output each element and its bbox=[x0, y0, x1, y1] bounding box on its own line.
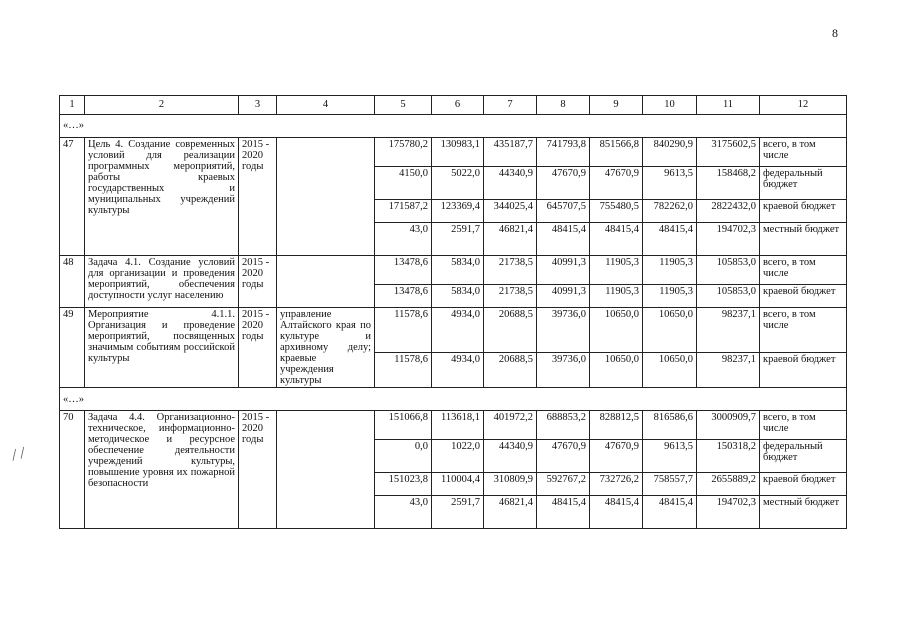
header-cell: 3 bbox=[239, 96, 277, 115]
value-cell: 755480,5 bbox=[590, 200, 643, 223]
value-cell: 11905,3 bbox=[590, 256, 643, 285]
value-cell: 10650,0 bbox=[590, 308, 643, 353]
value-cell: 310809,9 bbox=[484, 473, 537, 496]
header-cell: 5 bbox=[375, 96, 432, 115]
funding-source: краевой бюджет bbox=[760, 352, 847, 387]
value-cell: 20688,5 bbox=[484, 352, 537, 387]
margin-handwriting: / / bbox=[9, 444, 27, 465]
row-description: Цель 4. Создание современных условий для реализации программных мероприятий, работы краевых государственных и муниципальных учреждений культуры bbox=[85, 138, 239, 256]
ellipsis-cell: «…» bbox=[60, 388, 847, 411]
funding-source: всего, в том числе bbox=[760, 138, 847, 167]
value-cell: 2591,7 bbox=[432, 223, 484, 256]
value-cell: 194702,3 bbox=[697, 496, 760, 529]
value-cell: 175780,2 bbox=[375, 138, 432, 167]
value-cell: 10650,0 bbox=[643, 352, 697, 387]
funding-source: всего, в том числе bbox=[760, 411, 847, 440]
value-cell: 11578,6 bbox=[375, 308, 432, 353]
ellipsis-row bbox=[60, 115, 847, 138]
funding-source: всего, в том числе bbox=[760, 308, 847, 353]
value-cell: 47670,9 bbox=[537, 440, 590, 473]
funding-source: местный бюджет bbox=[760, 223, 847, 256]
value-cell: 13478,6 bbox=[375, 285, 432, 308]
ellipsis-cell: «…» bbox=[60, 115, 847, 138]
value-cell: 130983,1 bbox=[432, 138, 484, 167]
funding-source: местный бюджет bbox=[760, 496, 847, 529]
value-cell: 435187,7 bbox=[484, 138, 537, 167]
value-cell: 48415,4 bbox=[590, 496, 643, 529]
value-cell: 46821,4 bbox=[484, 223, 537, 256]
row-description: Задача 4.1. Создание условий для организации и проведения мероприятий, обеспечения доступности услуг населению bbox=[85, 256, 239, 308]
value-cell: 828812,5 bbox=[590, 411, 643, 440]
value-cell: 3175602,5 bbox=[697, 138, 760, 167]
value-cell: 401972,2 bbox=[484, 411, 537, 440]
row-executor: управление Алтайского края по культуре и архивному делу; краевые учреждения культуры bbox=[277, 308, 375, 388]
value-cell: 782262,0 bbox=[643, 200, 697, 223]
table-row bbox=[60, 308, 847, 353]
value-cell: 4934,0 bbox=[432, 352, 484, 387]
value-cell: 816586,6 bbox=[643, 411, 697, 440]
table-row bbox=[60, 138, 847, 167]
header-cell: 7 bbox=[484, 96, 537, 115]
table-row bbox=[60, 256, 847, 285]
row-number: 70 bbox=[60, 411, 85, 529]
row-description: Задача 4.4. Организационно-техническое, информационно-методическое и ресурсное обеспечение деятельности учреждений культуры, повышение уровня их пожарной безопасности bbox=[85, 411, 239, 529]
header-cell: 4 bbox=[277, 96, 375, 115]
row-period: 2015 - 2020 годы bbox=[239, 308, 277, 388]
value-cell: 5834,0 bbox=[432, 285, 484, 308]
header-cell: 9 bbox=[590, 96, 643, 115]
budget-table bbox=[59, 95, 847, 529]
value-cell: 44340,9 bbox=[484, 440, 537, 473]
page-number: 8 bbox=[832, 26, 838, 40]
value-cell: 2822432,0 bbox=[697, 200, 760, 223]
value-cell: 171587,2 bbox=[375, 200, 432, 223]
value-cell: 113618,1 bbox=[432, 411, 484, 440]
value-cell: 123369,4 bbox=[432, 200, 484, 223]
value-cell: 758557,7 bbox=[643, 473, 697, 496]
value-cell: 151023,8 bbox=[375, 473, 432, 496]
value-cell: 688853,2 bbox=[537, 411, 590, 440]
value-cell: 48415,4 bbox=[590, 223, 643, 256]
value-cell: 10650,0 bbox=[643, 308, 697, 353]
value-cell: 10650,0 bbox=[590, 352, 643, 387]
funding-source: всего, в том числе bbox=[760, 256, 847, 285]
value-cell: 11905,3 bbox=[643, 285, 697, 308]
value-cell: 151066,8 bbox=[375, 411, 432, 440]
value-cell: 2591,7 bbox=[432, 496, 484, 529]
value-cell: 47670,9 bbox=[590, 167, 643, 200]
funding-source: федеральный бюджет bbox=[760, 440, 847, 473]
row-executor bbox=[277, 256, 375, 308]
value-cell: 9613,5 bbox=[643, 167, 697, 200]
value-cell: 43,0 bbox=[375, 223, 432, 256]
row-executor bbox=[277, 411, 375, 529]
value-cell: 150318,2 bbox=[697, 440, 760, 473]
row-period: 2015 - 2020 годы bbox=[239, 256, 277, 308]
value-cell: 5834,0 bbox=[432, 256, 484, 285]
value-cell: 39736,0 bbox=[537, 308, 590, 353]
value-cell: 4934,0 bbox=[432, 308, 484, 353]
header-cell: 6 bbox=[432, 96, 484, 115]
value-cell: 21738,5 bbox=[484, 256, 537, 285]
value-cell: 48415,4 bbox=[537, 496, 590, 529]
value-cell: 840290,9 bbox=[643, 138, 697, 167]
row-period: 2015 - 2020 годы bbox=[239, 411, 277, 529]
value-cell: 592767,2 bbox=[537, 473, 590, 496]
value-cell: 98237,1 bbox=[697, 352, 760, 387]
value-cell: 194702,3 bbox=[697, 223, 760, 256]
value-cell: 48415,4 bbox=[643, 223, 697, 256]
value-cell: 105853,0 bbox=[697, 256, 760, 285]
value-cell: 110004,4 bbox=[432, 473, 484, 496]
header-cell: 12 bbox=[760, 96, 847, 115]
value-cell: 158468,2 bbox=[697, 167, 760, 200]
header-cell: 1 bbox=[60, 96, 85, 115]
value-cell: 21738,5 bbox=[484, 285, 537, 308]
value-cell: 40991,3 bbox=[537, 285, 590, 308]
value-cell: 741793,8 bbox=[537, 138, 590, 167]
header-cell: 2 bbox=[85, 96, 239, 115]
funding-source: краевой бюджет bbox=[760, 200, 847, 223]
value-cell: 20688,5 bbox=[484, 308, 537, 353]
value-cell: 344025,4 bbox=[484, 200, 537, 223]
value-cell: 3000909,7 bbox=[697, 411, 760, 440]
value-cell: 11905,3 bbox=[590, 285, 643, 308]
value-cell: 851566,8 bbox=[590, 138, 643, 167]
table-row bbox=[60, 411, 847, 440]
value-cell: 40991,3 bbox=[537, 256, 590, 285]
row-number: 47 bbox=[60, 138, 85, 256]
value-cell: 11905,3 bbox=[643, 256, 697, 285]
funding-source: федеральный бюджет bbox=[760, 167, 847, 200]
header-row bbox=[60, 96, 847, 115]
value-cell: 39736,0 bbox=[537, 352, 590, 387]
value-cell: 47670,9 bbox=[590, 440, 643, 473]
value-cell: 43,0 bbox=[375, 496, 432, 529]
value-cell: 5022,0 bbox=[432, 167, 484, 200]
value-cell: 46821,4 bbox=[484, 496, 537, 529]
funding-source: краевой бюджет bbox=[760, 285, 847, 308]
row-period: 2015 - 2020 годы bbox=[239, 138, 277, 256]
value-cell: 105853,0 bbox=[697, 285, 760, 308]
header-cell: 8 bbox=[537, 96, 590, 115]
header-cell: 10 bbox=[643, 96, 697, 115]
row-executor bbox=[277, 138, 375, 256]
ellipsis-row bbox=[60, 388, 847, 411]
value-cell: 13478,6 bbox=[375, 256, 432, 285]
value-cell: 47670,9 bbox=[537, 167, 590, 200]
value-cell: 1022,0 bbox=[432, 440, 484, 473]
header-cell: 11 bbox=[697, 96, 760, 115]
value-cell: 98237,1 bbox=[697, 308, 760, 353]
value-cell: 645707,5 bbox=[537, 200, 590, 223]
funding-source: краевой бюджет bbox=[760, 473, 847, 496]
value-cell: 0,0 bbox=[375, 440, 432, 473]
value-cell: 4150,0 bbox=[375, 167, 432, 200]
value-cell: 9613,5 bbox=[643, 440, 697, 473]
row-number: 49 bbox=[60, 308, 85, 388]
value-cell: 2655889,2 bbox=[697, 473, 760, 496]
row-number: 48 bbox=[60, 256, 85, 308]
value-cell: 11578,6 bbox=[375, 352, 432, 387]
value-cell: 48415,4 bbox=[643, 496, 697, 529]
row-description: Мероприятие 4.1.1. Организация и проведение мероприятий, посвященных значимым событиям российской культуры bbox=[85, 308, 239, 388]
value-cell: 44340,9 bbox=[484, 167, 537, 200]
value-cell: 732726,2 bbox=[590, 473, 643, 496]
value-cell: 48415,4 bbox=[537, 223, 590, 256]
